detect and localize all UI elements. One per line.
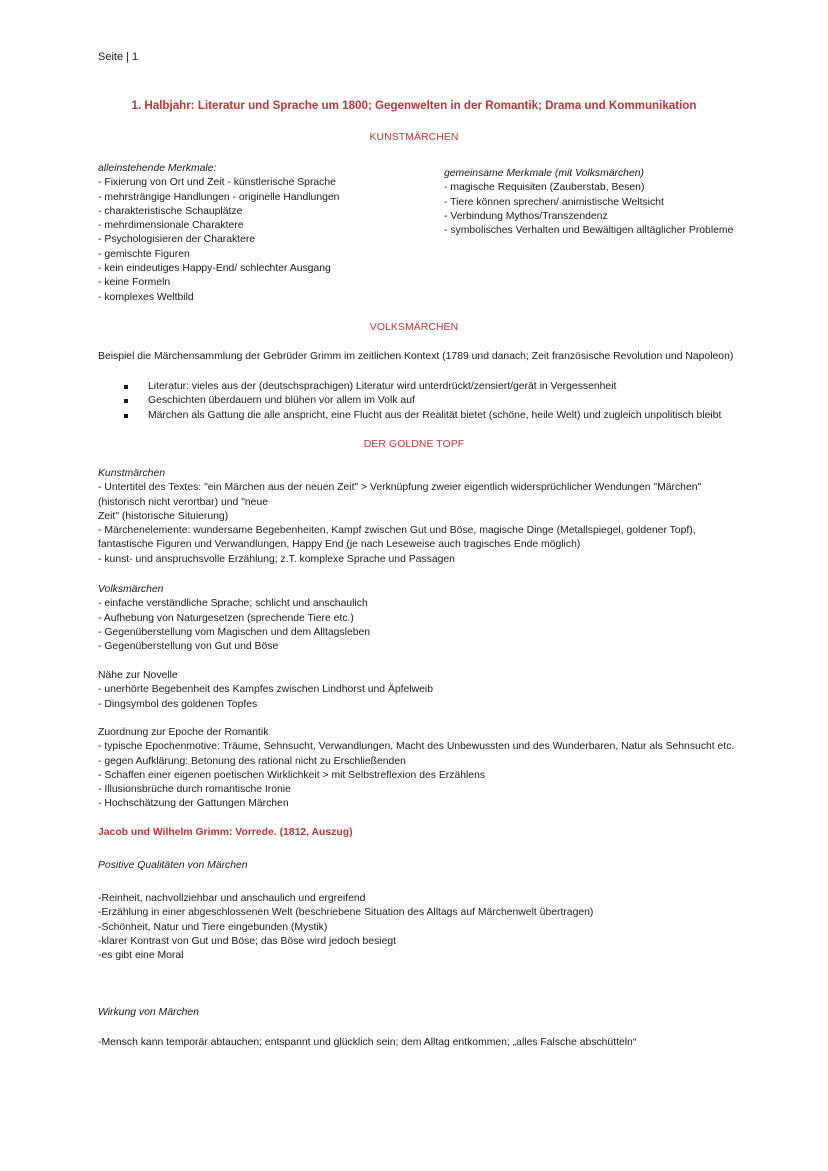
text-line: - Untertitel des Textes: "ein Märchen aus der neuen Zeit" > Verknüpfung zweier eigentlich widersprüchlicher Wendungen "Märchen" bbox=[98, 482, 702, 494]
goldne-topf-volksmaerchen-block bbox=[98, 583, 748, 654]
list-item: - Fixierung von Ort und Zeit - künstlerische Sprache bbox=[98, 177, 336, 189]
section-heading-goldne-topf: DER GOLDNE TOPF bbox=[363, 439, 465, 450]
subheading-positive-qualitaeten: Positive Qualitäten von Märchen bbox=[98, 860, 248, 871]
list-item: - magische Requisiten (Zauberstab, Besen) bbox=[444, 182, 645, 194]
text-line: - Gegenüberstellung von Gut und Böse bbox=[98, 641, 279, 653]
list-item: - Psychologisieren der Charaktere bbox=[98, 234, 256, 246]
text-line: -Schönheit, Natur und Tiere eingebunden (Mystik) bbox=[98, 921, 328, 933]
text-line: - Märchenelemente: wundersame Begebenheiten, Kampf zwischen Gut und Böse, magische Dinge (Metallspiegel, goldener Topf), bbox=[98, 525, 696, 537]
text-line: - Aufhebung von Naturgesetzen (sprechende Tiere etc.) bbox=[98, 612, 354, 624]
page-title: 1. Halbjahr: Literatur und Sprache um 1800; Gegenwelten in der Romantik; Drama und Kommunikation bbox=[131, 99, 697, 112]
subheading-volksmaerchen: Volksmärchen bbox=[98, 584, 164, 595]
kunstmaerchen-left-column bbox=[98, 162, 428, 305]
bullet-item: Literatur: vieles aus der (deutschsprachigen) Literatur wird unterdrückt/zensiert/gerät in Vergessenheit bbox=[124, 380, 721, 394]
text-line: -klarer Kontrast von Gut und Böse; das Böse wird jedoch besiegt bbox=[98, 935, 397, 947]
wirkung-text: -Mensch kann temporär abtauchen; entspannt und glücklich sein; dem Alltag entkommen; „alles Falsche abschütteln“ bbox=[98, 1037, 637, 1048]
list-item: - Verbindung Mythos/Transzendenz bbox=[444, 210, 608, 222]
section-heading-volksmaerchen: VOLKSMÄRCHEN bbox=[369, 322, 459, 333]
subheading-romantik: Zuordnung zur Epoche der Romantik bbox=[98, 727, 269, 738]
section-heading-kunstmaerchen: KUNSTMÄRCHEN bbox=[369, 132, 459, 143]
text-line: - Hochschätzung der Gattungen Märchen bbox=[98, 798, 289, 810]
text-line: Zeit" (historische Situierung) bbox=[98, 510, 229, 522]
text-line: - Schaffen einer eigenen poetischen Wirklichkeit > mit Selbstreflexion des Erzählens bbox=[98, 769, 486, 781]
text-line: (historisch nicht verortbar) und "neue bbox=[98, 496, 269, 508]
left-column-heading: alleinstehende Merkmale: bbox=[98, 163, 217, 174]
list-item: - mehrsträngige Handlungen - originelle Handlungen bbox=[98, 191, 340, 203]
list-item: - charakteristische Schauplätze bbox=[98, 205, 243, 217]
subheading-wirkung: Wirkung von Märchen bbox=[98, 1007, 199, 1018]
goldne-topf-novelle-block bbox=[98, 669, 748, 712]
volksmaerchen-bullet-list bbox=[124, 380, 721, 423]
list-item: - mehrdimensionale Charaktere bbox=[98, 220, 244, 232]
text-line: -Reinheit, nachvollziehbar und anschaulich und ergreifend bbox=[98, 893, 366, 904]
page-number: Seite | 1 bbox=[98, 51, 139, 63]
volksmaerchen-intro: Beispiel die Märchensammlung der Gebrüder Grimm im zeitlichen Kontext (1789 und danach; Zeit französische Revolution und Napoleon) bbox=[98, 351, 734, 362]
text-line: - typische Epochenmotive: Träume, Sehnsucht, Verwandlungen, Macht des Unbewussten und des Wunderbaren, Natur als Sehnsucht etc. bbox=[98, 741, 735, 753]
list-item: - gemischte Figuren bbox=[98, 248, 190, 260]
goldne-topf-kunstmaerchen-block bbox=[98, 467, 748, 567]
text-line: - unerhörte Begebenheit des Kampfes zwischen Lindhorst und Äpfelweib bbox=[98, 684, 434, 696]
right-column-heading: gemeinsame Merkmale (mit Volksmärchen) bbox=[444, 168, 644, 179]
text-line: - einfache verständliche Sprache; schlicht und anschaulich bbox=[98, 598, 368, 610]
subheading-novelle: Nähe zur Novelle bbox=[98, 670, 178, 681]
goldne-topf-romantik-block bbox=[98, 726, 748, 812]
text-line: - gegen Aufklärung: Betonung des rational nicht zu Erschließenden bbox=[98, 755, 406, 767]
text-line: - Illusionsbrüche durch romantische Ironie bbox=[98, 784, 291, 796]
list-item: - komplexes Weltbild bbox=[98, 291, 194, 303]
text-line: - kunst- und anspruchsvolle Erzählung; z.T. komplexe Sprache und Passagen bbox=[98, 553, 455, 565]
text-line: fantastische Figuren und Verwandlungen, Happy End (je nach Leseweise auch tragisches Ende möglich) bbox=[98, 539, 581, 551]
list-item: - kein eindeutiges Happy-End/ schlechter Ausgang bbox=[98, 263, 331, 275]
kunstmaerchen-right-column bbox=[444, 167, 774, 238]
list-item: - keine Formeln bbox=[98, 277, 171, 289]
grimm-heading: Jacob und Wilhelm Grimm: Vorrede. (1812, Auszug) bbox=[98, 827, 353, 838]
subheading-kunstmaerchen: Kunstmärchen bbox=[98, 468, 165, 479]
bullet-item: Märchen als Gattung die alle anspricht, eine Flucht aus der Realität bietet (schöne, heile Welt) und zugleich unpolitisch bleibt bbox=[124, 409, 721, 423]
list-item: - symbolisches Verhalten und Bewältigen alltäglicher Probleme bbox=[444, 225, 734, 237]
text-line: -es gibt eine Moral bbox=[98, 950, 184, 962]
positive-qualitaeten-list bbox=[98, 892, 748, 963]
bullet-item: Geschichten überdauern und blühen vor allem im Volk auf bbox=[124, 394, 721, 408]
list-item: - Tiere können sprechen/ animistische Weltsicht bbox=[444, 196, 664, 208]
text-line: -Erzählung in einer abgeschlossenen Welt (beschriebene Situation des Alltags auf Märchenwelt übertragen) bbox=[98, 907, 594, 919]
text-line: - Dingsymbol des goldenen Topfes bbox=[98, 698, 258, 710]
text-line: - Gegenüberstellung vom Magischen und dem Alltagsleben bbox=[98, 626, 371, 638]
